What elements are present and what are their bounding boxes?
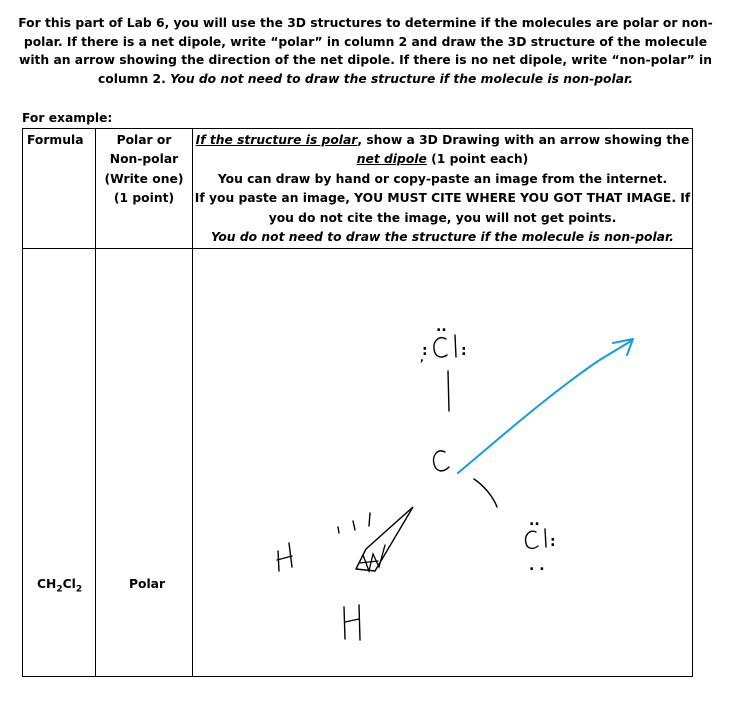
header-polar-cell (96, 129, 193, 249)
header-drawing-line-2-underlined: net dipole (356, 152, 427, 167)
instructions-line-3: with an arrow showing the direction of the net dipole. If there is no net dipole, write “non-polar” in (18, 53, 713, 67)
table-row (23, 249, 693, 677)
header-drawing-cell (193, 129, 693, 249)
table-header-row (23, 129, 693, 249)
header-drawing-line-1 (193, 131, 692, 150)
wedge-bond-outline (356, 507, 413, 571)
dash-bond-3 (369, 513, 370, 526)
dash-bond-1 (338, 527, 339, 533)
header-formula-cell (23, 129, 96, 249)
wedge-bond-fill-scribble (359, 545, 385, 571)
header-drawing-line-2-rest: (1 point each) (426, 152, 529, 167)
example-label: For example: (22, 111, 113, 125)
instructions-line-4-italic: You do not need to draw the structure if the molecule is non-polar. (170, 71, 633, 86)
top-cl-letter-c (434, 338, 447, 357)
right-cl-letter-l (545, 529, 546, 547)
header-drawing-line-6: You do not need to draw the structure if the molecule is non-polar. (211, 230, 674, 245)
right-cl-lone-pair-bottom: . . (529, 558, 545, 574)
top-chlorine-atom (434, 335, 456, 357)
header-polar-line-1: Polar or (116, 133, 172, 147)
header-polar-line-3: (Write one) (104, 171, 184, 186)
polarity-cell (96, 249, 193, 677)
header-formula: Formula (27, 133, 84, 147)
right-cl-lone-pair-top: .. (529, 513, 540, 529)
instructions-line-4 (18, 70, 713, 89)
formula-cl: Cl (62, 577, 76, 591)
header-polar-line-4: (1 point) (113, 191, 175, 206)
top-cl-lone-pair-right: : (461, 343, 467, 359)
central-carbon-atom (434, 451, 449, 471)
instructions-line-2: polar. If there is a net dipole, write “polar” in column 2 and draw the 3D structure of the molecule (23, 34, 708, 49)
header-drawing-line-3: You can draw by hand or copy-paste an image from the internet. (217, 171, 668, 186)
header-drawing-line-4: If you paste an image, YOU MUST CITE WHERE YOU GOT THAT IMAGE. If (194, 191, 691, 206)
formula-ch: CH (37, 577, 57, 591)
bond-c-cl-right (474, 479, 497, 507)
top-cl-letter-l (455, 335, 456, 357)
top-cl-lone-pair-left-b: , (420, 353, 424, 364)
right-chlorine-atom (526, 531, 538, 548)
left-hydrogen-atom (277, 543, 292, 571)
formula-cell (23, 249, 96, 677)
right-cl-lone-pair-right: : (550, 534, 556, 550)
top-cl-lone-pair-left: : (422, 343, 428, 359)
instructions-paragraph (18, 14, 713, 88)
drawing-cell (193, 249, 693, 677)
header-drawing-line-5: you do not cite the image, you will not get points. (268, 210, 617, 225)
bottom-hydrogen-atom (344, 605, 360, 640)
formula-sub-1: 2 (56, 584, 63, 595)
polarity-value: Polar (129, 577, 166, 591)
header-polar-line-2: Non-polar (109, 152, 179, 167)
header-drawing-line-1-underlined: If the structure is polar (195, 133, 358, 147)
dash-bond-2 (353, 521, 355, 530)
header-drawing-line-2 (193, 150, 692, 169)
handdrawn-structure (193, 249, 698, 680)
formula-ch2cl2 (37, 575, 82, 600)
lab-table (22, 128, 693, 677)
top-cl-lone-pair-top: .. (436, 319, 447, 335)
instructions-line-1: For this part of Lab 6, you will use the 3D structures to determine if the molecules are polar or non- (18, 16, 713, 30)
header-drawing-line-1-rest: , show a 3D Drawing with an arrow showing the (357, 133, 690, 147)
instructions-line-4-plain: column 2. (98, 71, 171, 86)
bond-c-cl-top (448, 371, 449, 411)
net-dipole-arrow (458, 341, 631, 473)
formula-sub-2: 2 (75, 584, 83, 595)
